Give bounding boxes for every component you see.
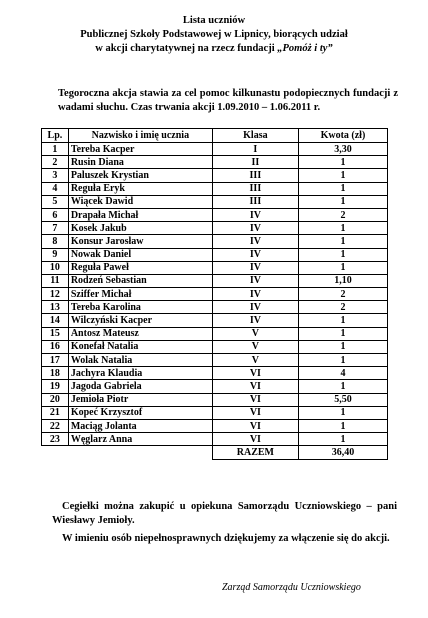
- table-row: [42, 248, 388, 261]
- table-row: [42, 143, 388, 156]
- row-name: Jagoda Gabriela: [68, 380, 212, 393]
- row-lp: 4: [42, 182, 69, 195]
- table-row: [42, 195, 388, 208]
- row-name: Wiącek Dawid: [68, 195, 212, 208]
- row-class: IV: [212, 288, 298, 301]
- row-class: V: [212, 340, 298, 353]
- row-amount: 3,30: [298, 143, 387, 156]
- row-lp: 11: [42, 274, 69, 287]
- total-empty-lp: [42, 446, 69, 460]
- row-amount: 1: [298, 406, 387, 419]
- table-row: [42, 367, 388, 380]
- row-amount: 5,50: [298, 393, 387, 406]
- signature: Zarząd Samorządu Uczniowskiego: [222, 582, 361, 593]
- row-amount: 1: [298, 156, 387, 169]
- table-row: [42, 169, 388, 182]
- row-name: Tereba Kacper: [68, 143, 212, 156]
- row-class: IV: [212, 248, 298, 261]
- row-amount: 1: [298, 248, 387, 261]
- row-name: Reguła Eryk: [68, 182, 212, 195]
- row-lp: 3: [42, 169, 69, 182]
- table-row: [42, 274, 388, 287]
- row-name: Węglarz Anna: [68, 433, 212, 446]
- row-class: IV: [212, 301, 298, 314]
- row-name: Rodzeń Sebastian: [68, 274, 212, 287]
- row-class: II: [212, 156, 298, 169]
- row-name: Konsur Jarosław: [68, 235, 212, 248]
- row-lp: 8: [42, 235, 69, 248]
- footer-paragraph-2: W imieniu osób niepełnosprawnych dziękujemy za włączenie się do akcji.: [62, 533, 390, 544]
- row-class: VI: [212, 419, 298, 432]
- table-row: [42, 433, 388, 446]
- row-class: I: [212, 143, 298, 156]
- row-name: Maciąg Jolanta: [68, 419, 212, 432]
- row-lp: 5: [42, 195, 69, 208]
- row-class: III: [212, 195, 298, 208]
- row-lp: 1: [42, 143, 69, 156]
- row-lp: 23: [42, 433, 69, 446]
- row-name: Sziffer Michał: [68, 288, 212, 301]
- row-name: Paluszek Krystian: [68, 169, 212, 182]
- row-amount: 1: [298, 340, 387, 353]
- row-amount: 1: [298, 380, 387, 393]
- table-row: [42, 156, 388, 169]
- row-lp: 15: [42, 327, 69, 340]
- header-amount: Kwota (zł): [298, 129, 387, 143]
- intro-paragraph: Tegoroczna akcja stawia za cel pomoc kilkunastu podopiecznych fundacji z wadami słuchu. Czas trwania akcji 1.09.2010 – 1.06.2011 r.: [58, 88, 398, 113]
- row-class: IV: [212, 235, 298, 248]
- row-lp: 13: [42, 301, 69, 314]
- row-amount: 1: [298, 314, 387, 327]
- row-amount: 2: [298, 208, 387, 221]
- row-amount: 1: [298, 222, 387, 235]
- row-amount: 1: [298, 182, 387, 195]
- row-class: III: [212, 169, 298, 182]
- row-name: Tereba Karolina: [68, 301, 212, 314]
- table-row: [42, 182, 388, 195]
- header-class: Klasa: [212, 129, 298, 143]
- row-lp: 9: [42, 248, 69, 261]
- row-class: III: [212, 182, 298, 195]
- row-name: Kosek Jakub: [68, 222, 212, 235]
- total-empty-name: [68, 446, 212, 460]
- table-row: [42, 340, 388, 353]
- row-lp: 12: [42, 288, 69, 301]
- row-lp: 19: [42, 380, 69, 393]
- students-table: [41, 128, 388, 460]
- table-total-row: [42, 446, 388, 460]
- row-lp: 21: [42, 406, 69, 419]
- row-class: V: [212, 327, 298, 340]
- total-label: RAZEM: [212, 446, 298, 460]
- row-lp: 16: [42, 340, 69, 353]
- row-amount: 4: [298, 367, 387, 380]
- row-class: IV: [212, 314, 298, 327]
- footer-paragraph-1: Cegiełki można zakupić u opiekuna Samorządu Uczniowskiego – pani Wiesławy Jemioły.: [52, 501, 397, 526]
- row-amount: 1: [298, 433, 387, 446]
- row-name: Konefał Natalia: [68, 340, 212, 353]
- row-name: Nowak Daniel: [68, 248, 212, 261]
- row-lp: 6: [42, 208, 69, 221]
- row-lp: 20: [42, 393, 69, 406]
- row-amount: 1: [298, 327, 387, 340]
- doc-subtitle-line3: [0, 42, 428, 55]
- table-header-row: [42, 129, 388, 143]
- table-row: [42, 419, 388, 432]
- row-name: Kopeć Krzysztof: [68, 406, 212, 419]
- table-row: [42, 301, 388, 314]
- header-name: Nazwisko i imię ucznia: [68, 129, 212, 143]
- row-name: Reguła Paweł: [68, 261, 212, 274]
- row-lp: 10: [42, 261, 69, 274]
- table-row: [42, 208, 388, 221]
- row-lp: 18: [42, 367, 69, 380]
- table-row: [42, 261, 388, 274]
- table-row: [42, 327, 388, 340]
- row-class: VI: [212, 406, 298, 419]
- row-class: IV: [212, 274, 298, 287]
- row-amount: 1: [298, 195, 387, 208]
- row-lp: 7: [42, 222, 69, 235]
- table-row: [42, 222, 388, 235]
- row-name: Jemioła Piotr: [68, 393, 212, 406]
- row-name: Jachyra Klaudia: [68, 367, 212, 380]
- row-name: Rusin Diana: [68, 156, 212, 169]
- row-class: V: [212, 354, 298, 367]
- row-class: IV: [212, 208, 298, 221]
- row-amount: 1: [298, 419, 387, 432]
- row-class: VI: [212, 380, 298, 393]
- row-class: IV: [212, 261, 298, 274]
- row-lp: 14: [42, 314, 69, 327]
- row-amount: 1: [298, 354, 387, 367]
- row-class: VI: [212, 433, 298, 446]
- subtitle-prefix: w akcji charytatywnej na rzecz fundacji: [95, 43, 278, 54]
- row-class: VI: [212, 393, 298, 406]
- row-amount: 1: [298, 235, 387, 248]
- doc-subtitle: Publicznej Szkoły Podstawowej w Lipnicy, biorących udział: [80, 29, 348, 40]
- row-name: Wolak Natalia: [68, 354, 212, 367]
- row-amount: 1: [298, 169, 387, 182]
- row-amount: 1,10: [298, 274, 387, 287]
- table-row: [42, 393, 388, 406]
- row-class: VI: [212, 367, 298, 380]
- row-amount: 2: [298, 301, 387, 314]
- row-amount: 2: [298, 288, 387, 301]
- table-row: [42, 288, 388, 301]
- table-row: [42, 406, 388, 419]
- row-name: Drapała Michał: [68, 208, 212, 221]
- row-name: Wilczyński Kacper: [68, 314, 212, 327]
- row-name: Antosz Mateusz: [68, 327, 212, 340]
- row-class: IV: [212, 222, 298, 235]
- table-row: [42, 354, 388, 367]
- table-row: [42, 314, 388, 327]
- row-lp: 17: [42, 354, 69, 367]
- foundation-name: „Pomóż i ty”: [277, 43, 333, 54]
- total-value: 36,40: [298, 446, 387, 460]
- row-lp: 2: [42, 156, 69, 169]
- header-lp: Lp.: [42, 129, 69, 143]
- row-amount: 1: [298, 261, 387, 274]
- table-row: [42, 235, 388, 248]
- row-lp: 22: [42, 419, 69, 432]
- table-row: [42, 380, 388, 393]
- doc-title: Lista uczniów: [182, 15, 246, 26]
